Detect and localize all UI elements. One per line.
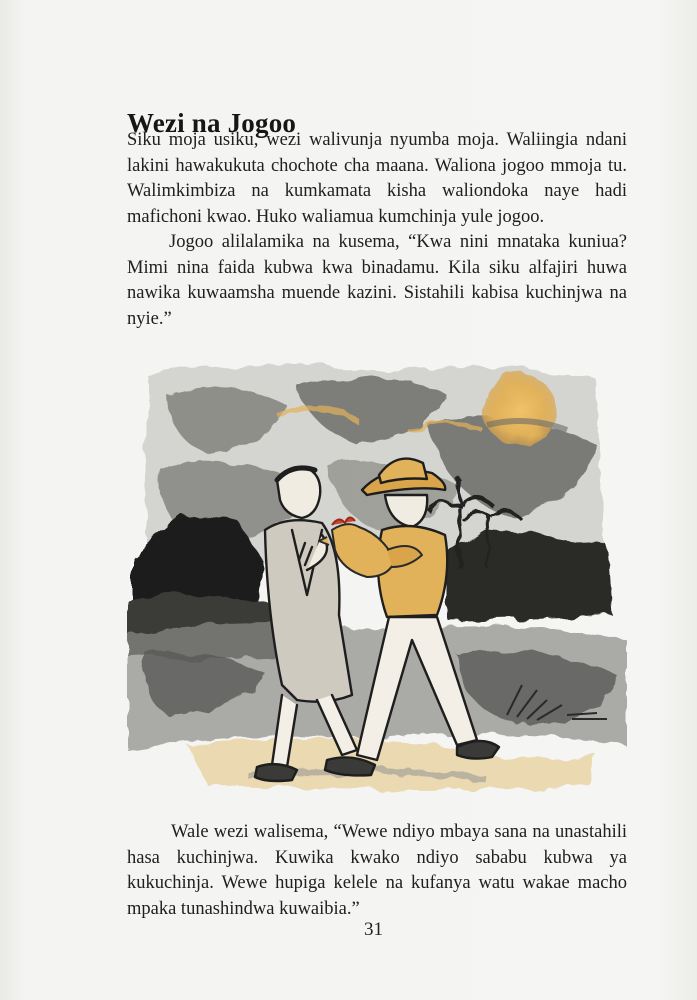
illustration-thieves-with-rooster bbox=[127, 355, 627, 815]
story-title: Wezi na Jogoo bbox=[127, 108, 297, 139]
moon bbox=[484, 374, 556, 446]
paragraph-3: Wale wezi walisema, “Wewe ndiyo mbaya sana na unastahili hasa kuchinjwa. Kuwika kwako ndiyo sababu kubwa ya kukuchinja. Wewe hupiga kelele na kufanya watu wakae macho mpaka tunashindwa kuwaibia.” bbox=[127, 822, 627, 919]
paragraph-1: Siku moja usiku, wezi walivunja nyumba moja. Waliingia ndani lakini hawakukuta chochote cha maana. Waliona jogoo mmoja tu. Walimkimbiza na kumkamata kisha waliondoka naye hadi mafichoni kwao. Huko waliamua kumchinja yule jogoo. bbox=[127, 130, 627, 227]
paragraph-2: Jogoo alilalamika na kusema, “Kwa nini mnataka kuniua? Mimi nina faida kubwa kwa binadamu. Kila siku alfajiri huwa nawika kuwaamsha muende kazini. Sistahili kabisa kuchinjwa na nyie.” bbox=[127, 232, 627, 329]
story-text-top bbox=[127, 128, 627, 332]
story-text-bottom bbox=[127, 820, 627, 922]
page-number: 31 bbox=[364, 919, 383, 940]
